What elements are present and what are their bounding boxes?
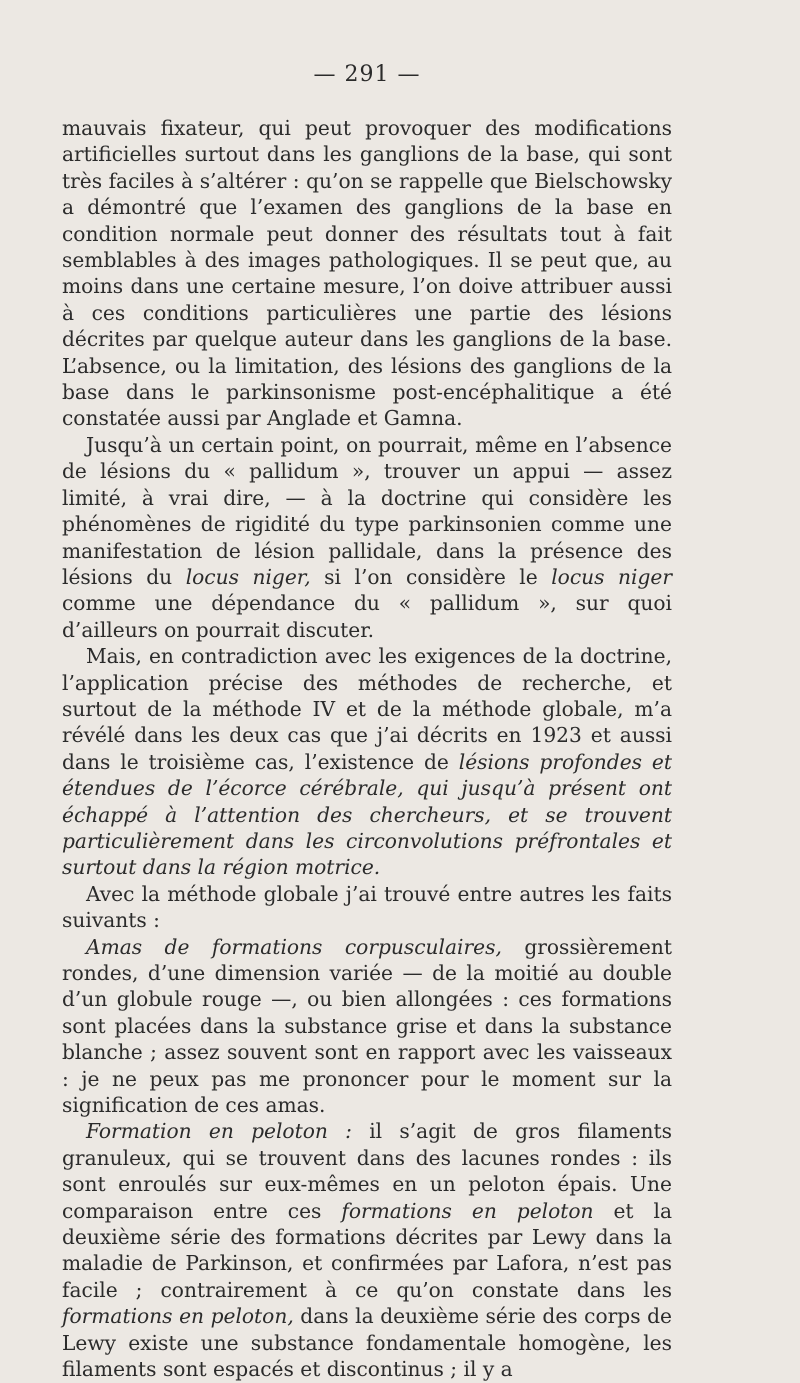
italic-text: formations en peloton	[341, 1198, 594, 1223]
paragraph	[62, 1118, 672, 1382]
italic-text: lésions profondes et étendues de l’écorce cérébrale, qui jusqu’à présent ont échappé à l’attention des chercheurs, et se trouvent particulièrement dans les circonvolutions préfrontales et surtout dans la région motrice.	[62, 749, 672, 880]
paragraph	[62, 432, 672, 643]
text-run: comme une dépendance du « pallidum », sur quoi d’ailleurs on pourrait discuter.	[62, 591, 672, 642]
italic-text: Amas de formations corpusculaires,	[86, 934, 502, 959]
page-number: — 291 —	[313, 62, 421, 87]
text-run: dans la deuxième série des corps de Lewy existe une substance fondamentale homogène, les filaments sont espacés et discontinus ; il y a	[62, 1304, 672, 1382]
text-run: il s’agit de gros filaments granuleux, qui se trouvent dans des lacunes rondes : ils sont enroulés sur eux-mêmes en un peloton épais. Une comparaison entre ces	[62, 1119, 673, 1223]
body-text	[62, 115, 672, 1383]
text-run: Avec la méthode globale j’ai trouvé entre autres les faits suivants :	[62, 881, 672, 933]
paragraph	[62, 643, 672, 881]
text-run: Jusqu’à un certain point, on pourrait, même en l’absence de lésions du « pallidum », trouver un appui — assez limité, à vrai dire, — à la doctrine qui considère les phénomènes de rigidité du type parkinsonien comme une manifestation de lésion pallidale, dans la présence des lésions du	[62, 432, 672, 589]
text-run: et la deuxième série des formations décrites par Lewy dans la maladie de Parkinson, et confirmées par Lafora, n’est pas facile ; contrairement à ce qu’on constate dans les	[62, 1198, 672, 1302]
paragraph	[62, 934, 672, 1119]
text-run: si l’on considère le	[310, 564, 552, 589]
italic-text: locus niger	[551, 564, 672, 589]
paragraph	[62, 115, 672, 432]
paragraph	[62, 881, 672, 934]
text-run: grossièrement rondes, d’une dimension variée — de la moitié au double d’un globule rouge —, ou bien allongées : ces formations sont placées dans la substance grise et dans la substance blanche ; assez souvent sont en rapport avec les vaisseaux : je ne peux pas me prononcer pour le moment sur la signification de ces amas.	[62, 934, 672, 1118]
text-run: Mais, en contradiction avec les exigences de la doctrine, l’application précise des méthodes de recherche, et surtout de la méthode IV et de la méthode globale, m’a révélé dans les deux cas que j’ai décrits en 1923 et aussi dans le troisième cas, l’existence de	[62, 644, 672, 774]
italic-text: Formation en peloton :	[86, 1119, 352, 1144]
italic-text: formations en peloton,	[62, 1304, 294, 1329]
text-run: mauvais fixateur, qui peut provoquer des modifications artificielles surtout dans les ganglions de la base, qui sont très faciles à s’altérer : qu’on se rappelle que Bielschowsky a démontré que l’examen des ganglions de la base en condition normale peut donner des résultats tout à fait semblables à des images pathologiques. Il se peut que, au moins dans une certaine mesure, l’on doive attribuer aussi à ces conditions particulières une partie des lésions décrites par quelque auteur dans les ganglions de la base. L’absence, ou la limitation, des lésions des ganglions de la base dans le parkinsonisme post-encéphalitique a été constatée aussi par Anglade et Gamna.	[62, 116, 672, 431]
italic-text: locus niger,	[185, 564, 311, 589]
